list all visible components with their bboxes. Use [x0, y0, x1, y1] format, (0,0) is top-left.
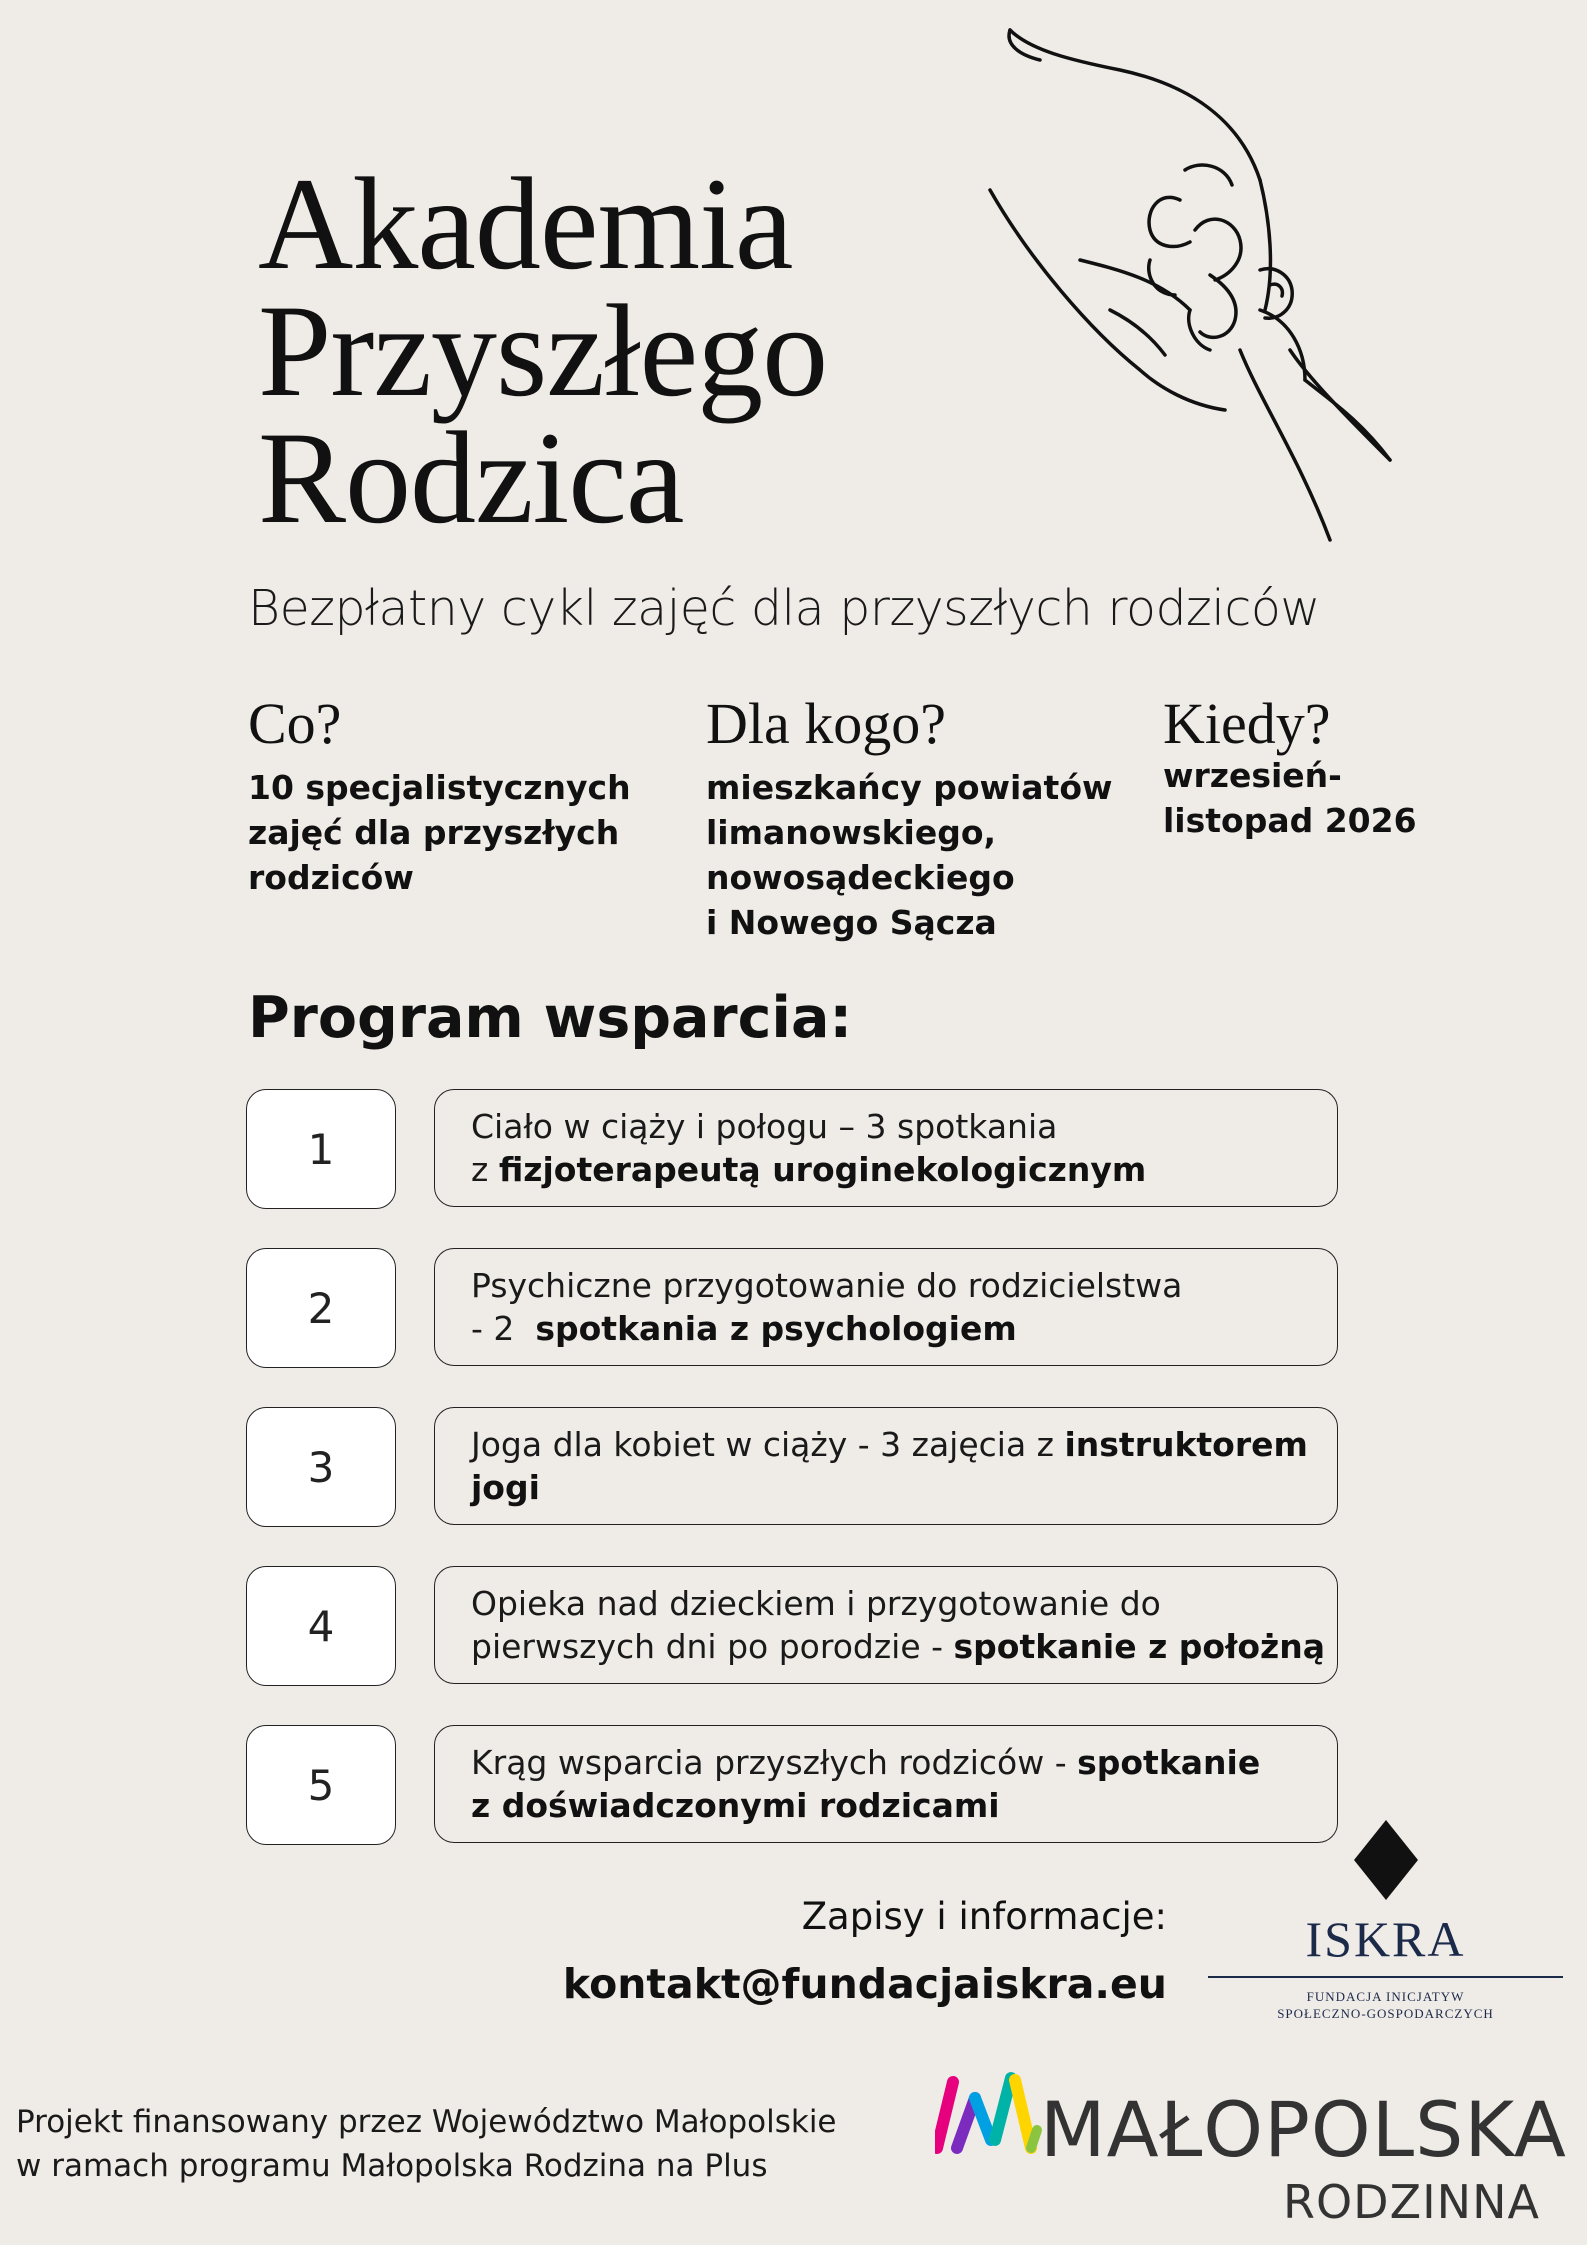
title-line-2: Przyszłego	[258, 277, 828, 424]
program-number-box: 4	[246, 1566, 396, 1686]
title-line-3: Rodzica	[258, 404, 684, 551]
column-line: 10 specjalistycznych	[248, 768, 631, 807]
program-item-bold-text: spotkania z psychologiem	[535, 1309, 1017, 1348]
iskra-subtitle	[1208, 1988, 1563, 2022]
column-line: rodziców	[248, 858, 414, 897]
contact-label: Zapisy i informacje:	[801, 1895, 1167, 1938]
program-item-bold-text: spotkanie z położną	[953, 1627, 1325, 1666]
iskra-sub-line: FUNDACJA INICJATYW	[1306, 1989, 1465, 2004]
program-item-bold-text: z doświadczonymi rodzicami	[471, 1786, 1000, 1825]
info-column-when	[1163, 690, 1483, 843]
malopolska-subtitle: RODZINNA	[1283, 2175, 1540, 2229]
program-heading: Program wsparcia:	[248, 985, 853, 1051]
program-item-text: Joga dla kobiet w ciąży - 3 zajęcia z	[471, 1425, 1065, 1464]
column-line: wrzesień-	[1163, 756, 1342, 795]
program-item-bold-text: jogi	[471, 1468, 540, 1507]
program-item-description	[434, 1089, 1338, 1207]
parent-baby-hands-icon	[960, 20, 1450, 560]
malopolska-logo-icon	[935, 2070, 1045, 2155]
contact-email-link[interactable]: kontakt@fundacjaiskra.eu	[562, 1960, 1167, 2008]
column-heading: Dla kogo?	[706, 691, 946, 756]
iskra-name: ISKRA	[1305, 1911, 1466, 1967]
poster-title	[258, 150, 958, 551]
program-item-description	[434, 1725, 1338, 1843]
program-item-description	[434, 1566, 1338, 1684]
program-item-line	[471, 1784, 1301, 1827]
program-number-box: 5	[246, 1725, 396, 1845]
program-item-line	[471, 1307, 1301, 1350]
program-item-bold-text: spotkanie	[1077, 1743, 1261, 1782]
program-item-text: Opieka nad dzieckiem i przygotowanie do	[471, 1584, 1161, 1623]
column-line: limanowskiego,	[706, 813, 997, 852]
column-line: mieszkańcy powiatów	[706, 768, 1113, 807]
program-number-box: 3	[246, 1407, 396, 1527]
program-item-text: z	[471, 1150, 499, 1189]
program-item-text: Ciało w ciąży i połogu – 3 spotkania	[471, 1107, 1058, 1146]
info-column-who	[706, 690, 1126, 945]
column-line: i Nowego Sącza	[706, 903, 997, 942]
program-item-bold-text: instruktorem	[1064, 1425, 1308, 1464]
column-heading: Co?	[248, 691, 342, 756]
program-item-line	[471, 1264, 1301, 1307]
column-line: zajęć dla przyszłych	[248, 813, 620, 852]
program-item-bold-text: fizjoterapeutą uroginekologicznym	[498, 1150, 1147, 1189]
program-item-line	[471, 1741, 1301, 1784]
program-item-text: - 2	[471, 1309, 536, 1348]
column-text	[706, 765, 1126, 945]
info-column-what	[248, 690, 668, 900]
column-text	[1163, 753, 1483, 843]
funding-line: w ramach programu Małopolska Rodzina na Plus	[16, 2148, 768, 2184]
column-heading: Kiedy?	[1163, 691, 1331, 756]
funding-note	[16, 2100, 837, 2188]
program-item-line	[471, 1105, 1301, 1148]
program-item-line	[471, 1625, 1325, 1668]
program-item-text: Psychiczne przygotowanie do rodzicielstwa	[471, 1266, 1183, 1305]
column-line: listopad 2026	[1163, 801, 1417, 840]
program-item-line	[471, 1582, 1301, 1625]
program-number-box: 1	[246, 1089, 396, 1209]
column-text	[248, 765, 668, 900]
column-line: nowosądeckiego	[706, 858, 1015, 897]
program-item-line	[471, 1466, 1301, 1509]
program-item-line	[471, 1148, 1301, 1191]
program-item-line	[471, 1423, 1308, 1466]
program-item-description	[434, 1407, 1338, 1525]
program-item-text: pierwszych dni po porodzie -	[471, 1627, 954, 1666]
subtitle: Bezpłatny cykl zajęć dla przyszłych rodziców	[248, 580, 1320, 637]
iskra-sub-line: SPOŁECZNO-GOSPODARCZYCH	[1277, 2006, 1494, 2021]
malopolska-name: MAŁOPOLSKA	[1040, 2085, 1567, 2174]
funding-line: Projekt finansowany przez Województwo Małopolskie	[16, 2104, 837, 2140]
title-line-1: Akademia	[258, 150, 793, 297]
program-item-text: Krąg wsparcia przyszłych rodziców -	[471, 1743, 1078, 1782]
program-number-box: 2	[246, 1248, 396, 1368]
program-item-description	[434, 1248, 1338, 1366]
